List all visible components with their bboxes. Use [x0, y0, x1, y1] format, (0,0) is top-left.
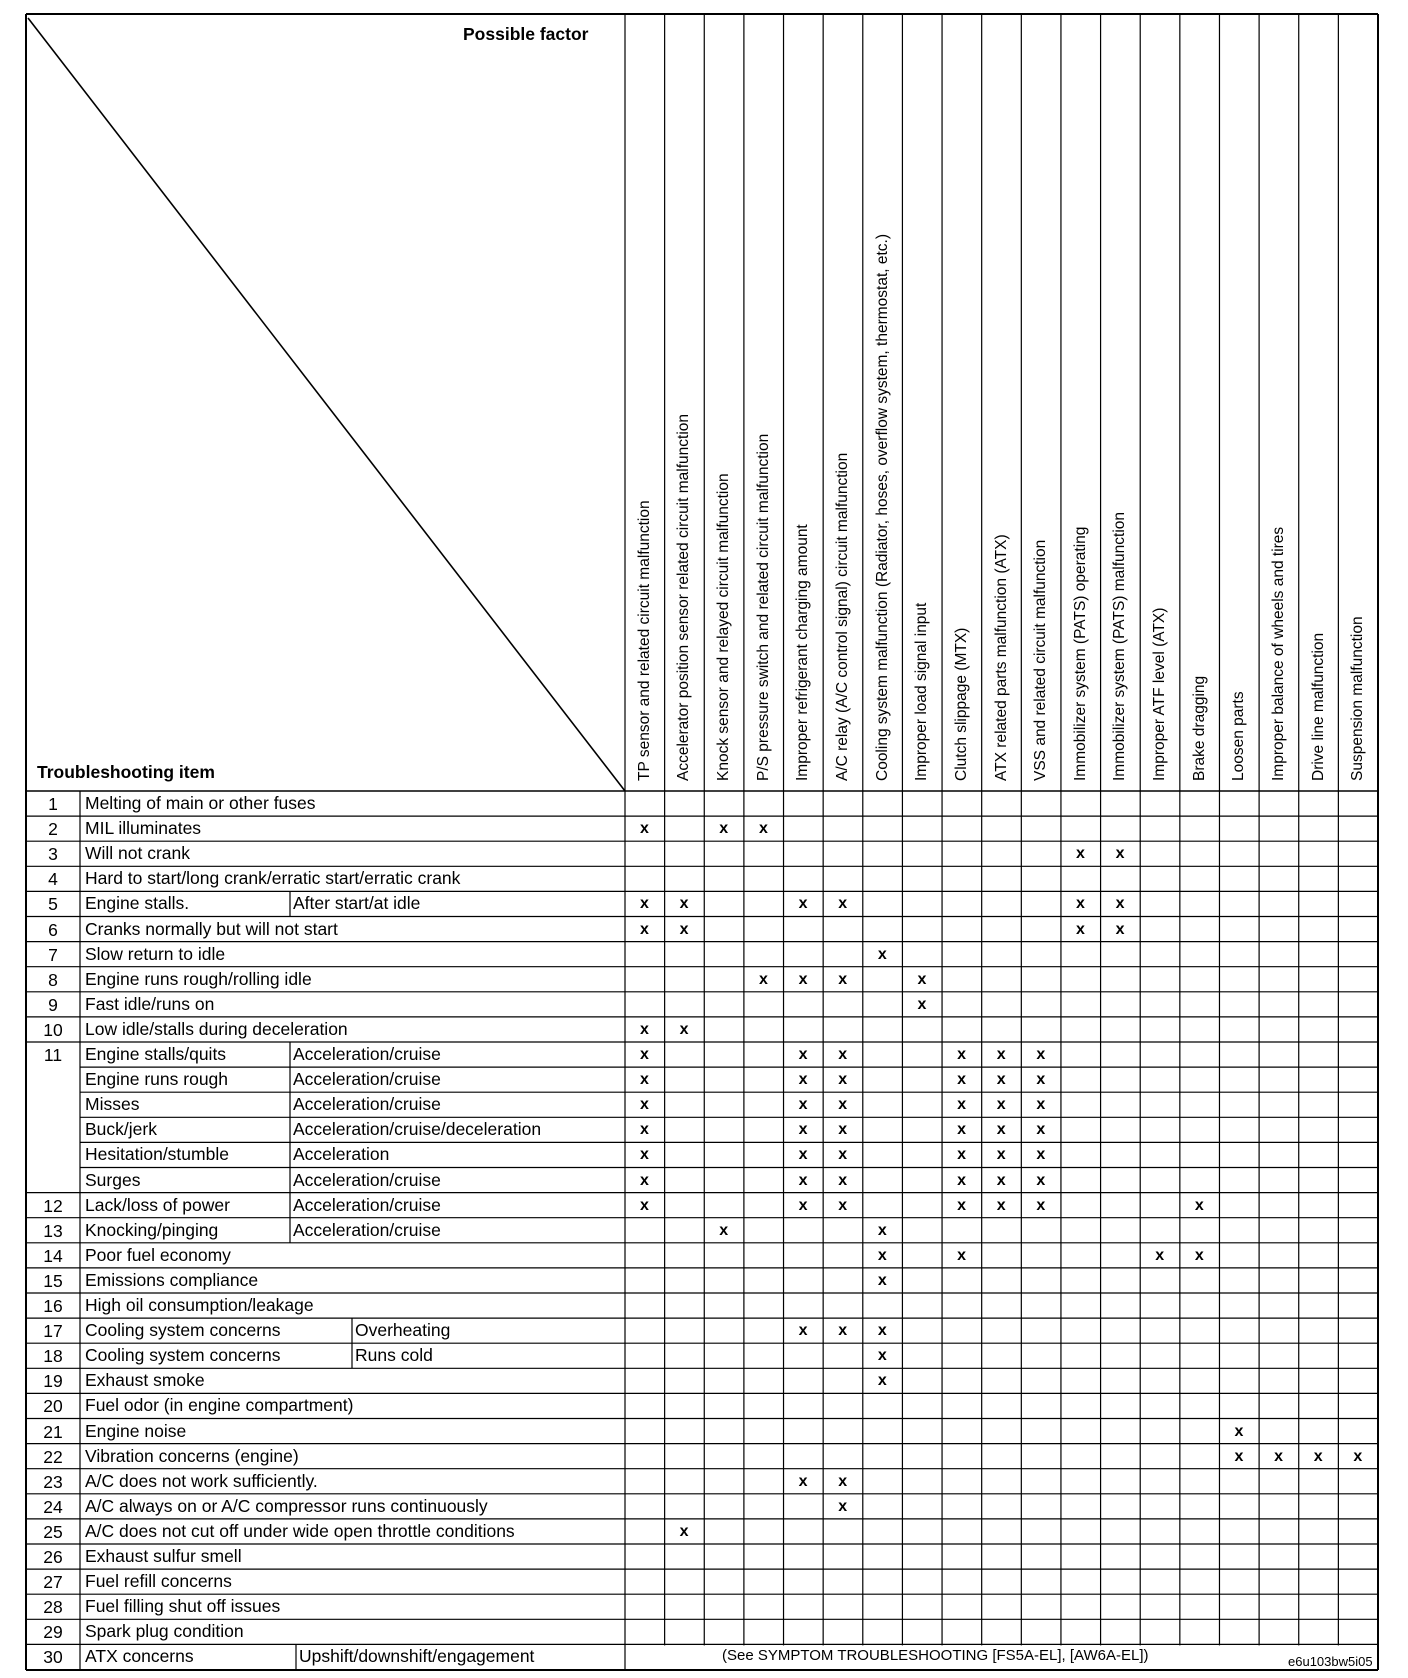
factor-header: Immobilizer system (PATS) malfunction [1111, 511, 1129, 781]
factor-mark: x [798, 1096, 808, 1114]
row-number: 12 [43, 1195, 63, 1216]
factor-header: Improper balance of wheels and tires [1269, 526, 1287, 781]
factor-mark: x [838, 1497, 848, 1515]
row-item: Emissions compliance [85, 1269, 259, 1290]
factor-mark: x [1036, 1071, 1046, 1089]
factor-mark: x [838, 895, 848, 913]
row-item: Surges [85, 1169, 141, 1190]
factor-header: Improper ATF level (ATX) [1151, 607, 1169, 781]
row-item: Spark plug condition [85, 1621, 244, 1642]
factor-mark: x [798, 1071, 808, 1089]
factor-header: Loosen parts [1230, 691, 1248, 781]
factor-mark: x [1274, 1447, 1284, 1465]
factor-header: Accelerator position sensor related circuit malfunction [675, 413, 693, 781]
factor-mark: x [1115, 845, 1125, 863]
factor-mark: x [957, 1121, 966, 1139]
factor-mark: x [877, 1322, 887, 1340]
factor-mark: x [1234, 1447, 1244, 1465]
factor-mark: x [957, 1146, 966, 1164]
row-number: 15 [43, 1270, 63, 1291]
row-item: Engine stalls/quits [85, 1044, 227, 1064]
row-number: 17 [43, 1321, 63, 1342]
factor-header: Knock sensor and relayed circuit malfunction [715, 473, 733, 781]
row-number: 26 [43, 1547, 63, 1567]
factor-mark: x [679, 895, 689, 913]
factor-mark: x [719, 820, 729, 838]
factor-mark: x [1036, 1121, 1046, 1139]
row-condition: Acceleration/cruise [293, 1219, 441, 1240]
factor-mark: x [640, 1071, 649, 1089]
factor-mark: x [640, 1121, 649, 1139]
factor-mark: x [838, 1472, 848, 1490]
factor-mark: x [640, 1146, 649, 1164]
row-item: Low idle/stalls during deceleration [85, 1018, 348, 1039]
factor-mark: x [838, 1196, 848, 1214]
row-item: Buck/jerk [85, 1119, 157, 1140]
factor-mark: x [640, 1171, 649, 1189]
row-number: 10 [43, 1019, 63, 1040]
row-item: High oil consumption/leakage [85, 1295, 314, 1315]
factor-header: A/C relay (A/C control signal) circuit malfunction [833, 452, 851, 781]
factor-header: Cooling system malfunction (Radiator, hoses, overflow system, thermostat, etc.) [873, 233, 891, 781]
factor-header: Clutch slippage (MTX) [952, 627, 970, 781]
factor-mark: x [640, 1096, 649, 1114]
row-number: 22 [43, 1446, 63, 1467]
row-condition: Runs cold [355, 1345, 433, 1366]
factor-header: Immobilizer system (PATS) operating [1071, 526, 1089, 781]
row-item: Poor fuel economy [85, 1244, 231, 1265]
factor-mark: x [877, 945, 887, 963]
row-item: A/C does not cut off under wide open throttle conditions [85, 1520, 515, 1541]
factor-header: Brake dragging [1190, 675, 1208, 781]
row-item: Lack/loss of power [85, 1194, 230, 1215]
factor-mark: x [996, 1121, 1006, 1139]
factor-mark: x [957, 1046, 966, 1063]
factor-mark: x [877, 1372, 887, 1390]
factor-mark: x [996, 1171, 1006, 1189]
row-item: Engine noise [85, 1420, 187, 1441]
row-item: Fuel refill concerns [85, 1571, 232, 1592]
row-item: ATX concerns [85, 1646, 194, 1667]
factor-header: Suspension malfunction [1349, 616, 1367, 781]
factor-mark: x [996, 1196, 1006, 1214]
row-number: 25 [43, 1521, 63, 1542]
factor-mark: x [679, 1522, 689, 1540]
factor-mark: x [877, 1221, 887, 1239]
factor-mark: x [957, 1071, 966, 1089]
factor-mark: x [640, 895, 649, 913]
factor-mark: x [758, 820, 768, 838]
figure-id: e6u103bw5i05 [1288, 1654, 1373, 1669]
row-condition: Acceleration/cruise [293, 1044, 441, 1064]
factor-mark: x [877, 1246, 887, 1264]
factor-mark: x [957, 1246, 966, 1264]
factor-mark: x [838, 1146, 848, 1164]
row-item: Will not crank [85, 843, 191, 864]
row-number: 7 [48, 944, 58, 965]
factor-mark: x [838, 1121, 848, 1139]
row-item: Exhaust sulfur smell [85, 1546, 242, 1566]
factor-mark: x [1036, 1171, 1046, 1189]
troubleshooting-item-label: Troubleshooting item [37, 762, 215, 782]
row-number: 24 [43, 1496, 63, 1517]
factor-mark: x [1234, 1422, 1244, 1440]
factor-mark: x [1036, 1196, 1046, 1214]
factor-mark: x [1115, 920, 1125, 938]
factor-mark: x [679, 1020, 689, 1038]
factor-header: VSS and related circuit malfunction [1032, 539, 1050, 781]
row-item: Melting of main or other fuses [85, 793, 316, 813]
row-number: 29 [43, 1622, 63, 1643]
factor-mark: x [798, 970, 808, 988]
factor-header: Improper refrigerant charging amount [794, 524, 812, 781]
factor-mark: x [838, 970, 848, 988]
row-item: Engine runs rough/rolling idle [85, 968, 312, 989]
row-number: 6 [48, 919, 58, 940]
row30-reference: (See SYMPTOM TROUBLESHOOTING [FS5A-EL], [AW6A-EL]) [722, 1647, 1149, 1664]
factor-mark: x [877, 1347, 887, 1365]
factor-mark: x [996, 1071, 1006, 1089]
row-item: Hard to start/long crank/erratic start/erratic crank [85, 868, 461, 889]
header-diagonal [28, 18, 625, 791]
row-number: 13 [43, 1220, 63, 1241]
row-item: Cooling system concerns [85, 1320, 281, 1341]
factor-mark: x [719, 1221, 729, 1239]
factor-mark: x [838, 1171, 848, 1189]
row-condition: Acceleration/cruise [293, 1069, 441, 1090]
row-number: 27 [43, 1572, 63, 1593]
row-number: 16 [43, 1296, 63, 1316]
row-number: 30 [43, 1647, 63, 1668]
row-item: Cooling system concerns [85, 1345, 281, 1366]
row-item: Fuel filling shut off issues [85, 1596, 281, 1617]
factor-header: Improper load signal input [913, 602, 931, 781]
row-number: 19 [43, 1371, 63, 1392]
row-item: Engine runs rough [85, 1069, 229, 1090]
row-item: Hesitation/stumble [85, 1144, 229, 1165]
factor-mark: x [838, 1096, 848, 1114]
row-number: 14 [43, 1245, 63, 1266]
row-item: Exhaust smoke [85, 1370, 205, 1391]
row-condition: Overheating [355, 1320, 451, 1341]
factor-mark: x [1075, 895, 1085, 913]
row-item: A/C does not work sufficiently. [85, 1470, 318, 1491]
row-item: Fuel odor (in engine compartment) [85, 1395, 354, 1416]
row-number: 28 [43, 1597, 63, 1618]
factor-mark: x [1313, 1447, 1323, 1465]
factor-mark: x [1036, 1146, 1046, 1164]
row-condition: After start/at idle [293, 893, 421, 914]
factor-mark: x [1036, 1046, 1046, 1063]
row-item: Misses [85, 1094, 140, 1115]
row-number: 4 [48, 869, 58, 890]
row-item: Vibration concerns (engine) [85, 1445, 299, 1466]
factor-mark: x [838, 1046, 848, 1063]
row-condition: Upshift/downshift/engagement [299, 1646, 535, 1667]
factor-mark: x [798, 1196, 808, 1214]
row-item: Engine stalls. [85, 893, 190, 914]
factor-mark: x [798, 1146, 808, 1164]
factor-mark: x [996, 1096, 1006, 1114]
factor-mark: x [996, 1146, 1006, 1164]
factor-mark: x [798, 1121, 808, 1139]
factor-header: P/S pressure switch and related circuit malfunction [754, 433, 772, 781]
row-number: 20 [43, 1396, 63, 1417]
factor-mark: x [798, 1046, 808, 1063]
factor-mark: x [957, 1171, 966, 1189]
factor-mark: x [798, 1322, 808, 1340]
factor-mark: x [838, 1071, 848, 1089]
factor-mark: x [798, 1171, 808, 1189]
factor-mark: x [1155, 1246, 1165, 1264]
row-number: 11 [43, 1045, 63, 1065]
factor-mark: x [679, 920, 689, 938]
factor-mark: x [640, 1020, 649, 1038]
factor-mark: x [640, 820, 649, 838]
row-number: 23 [43, 1471, 63, 1492]
factor-mark: x [1036, 1096, 1046, 1114]
row-number: 18 [43, 1346, 63, 1367]
factor-mark: x [640, 1046, 649, 1063]
factor-mark: x [917, 995, 927, 1013]
factor-mark: x [1075, 920, 1085, 938]
row-condition: Acceleration/cruise [293, 1194, 441, 1215]
factor-mark: x [798, 1472, 808, 1490]
factor-mark: x [1075, 845, 1085, 863]
row-condition: Acceleration [293, 1144, 390, 1165]
factor-mark: x [1353, 1447, 1363, 1465]
row-number: 3 [48, 844, 58, 865]
factor-header: TP sensor and related circuit malfunction [635, 500, 653, 781]
row-condition: Acceleration/cruise [293, 1169, 441, 1190]
row-item: A/C always on or A/C compressor runs continuously [85, 1495, 488, 1516]
factor-mark: x [1115, 895, 1125, 913]
row-condition: Acceleration/cruise/deceleration [293, 1119, 542, 1140]
factor-mark: x [640, 1196, 649, 1214]
factor-mark: x [877, 1271, 887, 1289]
factor-mark: x [798, 895, 808, 913]
row-item: Knocking/pinging [85, 1219, 219, 1240]
factor-mark: x [917, 970, 927, 988]
row-number: 8 [48, 969, 58, 990]
row-condition: Acceleration/cruise [293, 1094, 441, 1115]
row-item: MIL illuminates [85, 818, 202, 839]
row-number: 21 [43, 1421, 63, 1442]
factor-mark: x [640, 920, 649, 938]
row-number: 1 [48, 794, 58, 814]
row-number: 5 [48, 894, 58, 915]
factor-header: Drive line malfunction [1309, 632, 1327, 781]
row-item: Slow return to idle [85, 943, 226, 964]
possible-factor-label: Possible factor [463, 24, 589, 44]
row-item: Cranks normally but will not start [85, 918, 338, 939]
factor-mark: x [1194, 1246, 1204, 1264]
factor-mark: x [957, 1196, 966, 1214]
row-number: 9 [48, 994, 58, 1015]
row-number: 2 [48, 819, 58, 840]
factor-mark: x [838, 1322, 848, 1340]
factor-header: ATX related parts malfunction (ATX) [992, 534, 1010, 781]
row-item: Fast idle/runs on [85, 993, 215, 1014]
factor-mark: x [1194, 1196, 1204, 1214]
factor-mark: x [758, 970, 768, 988]
factor-mark: x [996, 1046, 1006, 1063]
factor-mark: x [957, 1096, 966, 1114]
